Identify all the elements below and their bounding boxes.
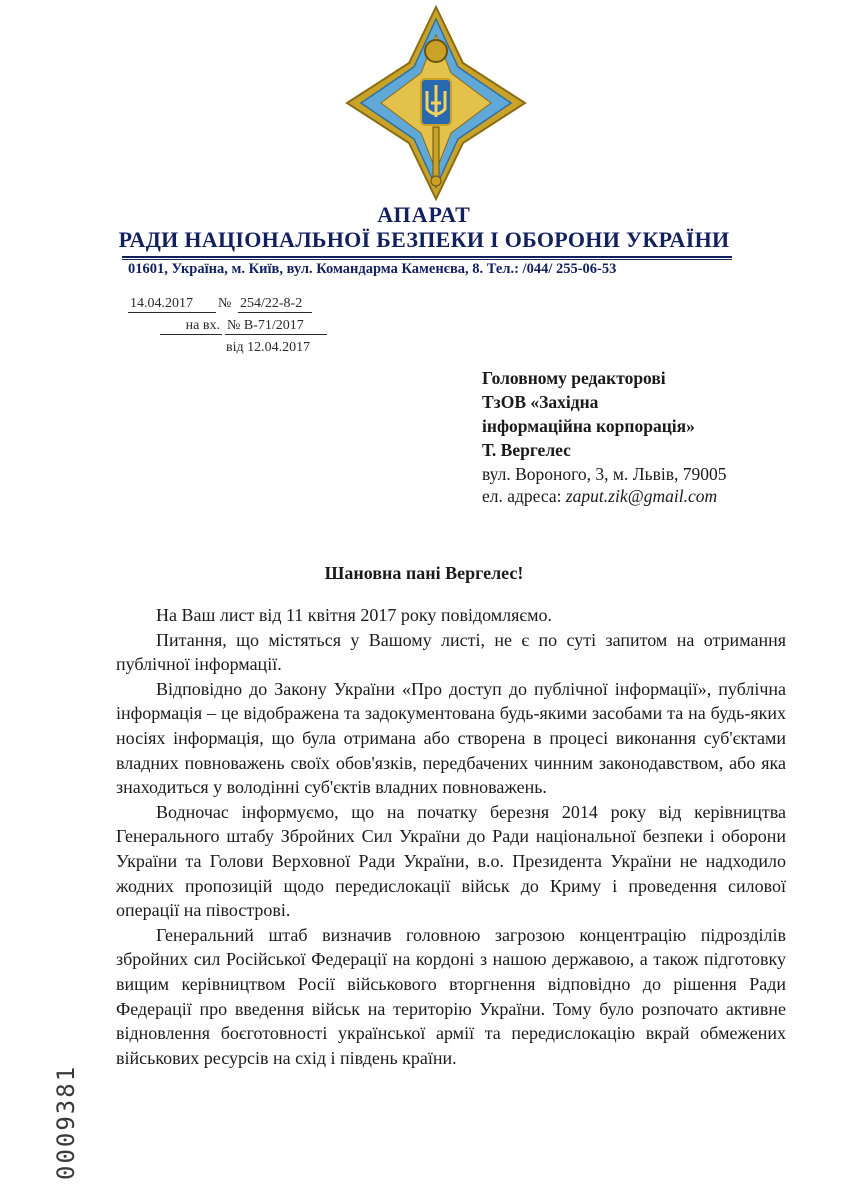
org-address: 01601, Україна, м. Київ, вул. Командарма Каменєва, 8. Тел.: /044/ 255-06-53 <box>128 261 617 277</box>
paragraph: На Ваш лист від 11 квітня 2017 року повідомляємо. <box>156 605 553 625</box>
org-name: АПАРАТ <box>377 202 471 227</box>
org-full-name: РАДИ НАЦІОНАЛЬНОЇ БЕЗПЕКИ І ОБОРОНИ УКРАЇНИ <box>118 227 730 252</box>
paragraph: Водночас інформуємо, що на початку березня 2014 року від керівництва Генерального штабу Збройних Сил України до Ради національної безпеки і оборони України та Голови Верховної Ради України, в.о. Президента України не надходило жодних пропозицій щодо передислокації військ до Криму і проведення силової операції на півострові. <box>116 801 786 921</box>
email-value: zaput.zik@gmail.com <box>565 486 718 506</box>
recipient-company: ТзОВ «Західна <box>482 392 599 412</box>
header-divider-thin <box>122 259 732 260</box>
rnbo-emblem-icon <box>345 5 527 201</box>
number-sign: № <box>218 296 232 311</box>
incoming-date: від 12.04.2017 <box>226 340 311 355</box>
paragraph: Відповідно до Закону України «Про доступ до публічної інформації», публічна інформація – це відображена та задокументована будь-якими засобами та на будь-яких носіях інформація, що була отримана або створена в процесі виконання суб'єктами владних повноважень своїх обов'язків, передбачених чинним законодавством, або яка знаходиться у володінні суб'єктів владних повноважень. <box>116 678 786 798</box>
outgoing-date: 14.04.2017 <box>128 296 216 313</box>
paragraph: Питання, що містяться у Вашому листі, не є по суті запитом на отримання публічної інформації. <box>116 629 786 675</box>
document-serial-number: 0009381 <box>52 1064 80 1180</box>
salutation: Шановна пані Вергелес! <box>324 563 524 583</box>
letter-body <box>116 603 786 1070</box>
paragraph: Генеральний штаб визначив головною загрозою концентрацію підрозділів збройних сил Російської Федерації на кордоні з нашою державою, а також підготовку вищим керівництвом Росії військового вторгнення відповідно до рішення Ради Федерації про введення військ на територію України. Тому було розпочато активне відновлення боєготовності української армії та передислокацію вкрай обмежених військових ресурсів на схід і південь країни. <box>116 924 786 1068</box>
recipient-company-cont: інформаційна корпорація» <box>482 416 695 436</box>
email-label: ел. адреса: <box>482 486 562 506</box>
recipient-title: Головному редакторові <box>482 368 666 388</box>
recipient-block <box>482 366 822 486</box>
header-divider <box>122 256 732 258</box>
outgoing-number: 254/22-8-2 <box>238 296 312 313</box>
recipient-name: Т. Вергелес <box>482 440 571 460</box>
recipient-email-row <box>482 486 717 507</box>
recipient-address: вул. Вороного, 3, м. Львів, 79005 <box>482 464 727 484</box>
incoming-label: на вх. <box>160 318 222 335</box>
incoming-number: № В-71/2017 <box>225 318 327 335</box>
